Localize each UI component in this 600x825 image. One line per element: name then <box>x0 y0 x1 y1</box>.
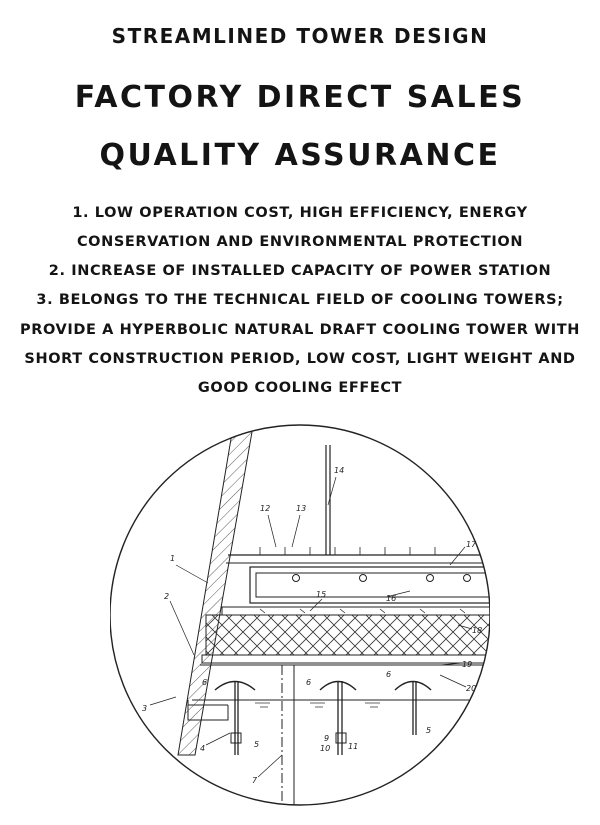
label-5: 5 <box>254 740 260 749</box>
feature-line: 2. INCREASE OF INSTALLED CAPACITY OF POWER STATION <box>48 263 552 279</box>
label-14: 14 <box>334 466 345 475</box>
feature-line: SHORT CONSTRUCTION PERIOD, LOW COST, LIGHT WEIGHT AND <box>24 351 576 367</box>
tower-shell-wall <box>178 415 255 755</box>
label-6: 6 <box>386 670 392 679</box>
label-3: 3 <box>142 704 148 713</box>
label-19: 19 <box>462 660 473 669</box>
label-6: 6 <box>202 678 208 687</box>
label-18: 18 <box>472 626 483 635</box>
label-11: 11 <box>348 742 359 751</box>
label-10: 10 <box>320 744 331 753</box>
label-7: 7 <box>252 776 258 785</box>
feature-line: GOOD COOLING EFFECT <box>197 380 403 396</box>
label-13: 13 <box>296 504 307 513</box>
cooling-tower-detail-diagram <box>110 415 490 815</box>
label-20: 20 <box>466 684 477 693</box>
label-2: 2 <box>164 592 170 601</box>
feature-line: 1. LOW OPERATION COST, HIGH EFFICIENCY, ENERGY <box>72 205 528 221</box>
label-9: 9 <box>324 734 330 743</box>
feature-line: CONSERVATION AND ENVIRONMENTAL PROTECTION <box>76 234 524 250</box>
subtitle: STREAMLINED TOWER DESIGN <box>111 24 489 48</box>
label-17: 17 <box>466 540 477 549</box>
label-1: 1 <box>170 554 176 563</box>
label-12: 12 <box>260 504 271 513</box>
headline-quality-assurance: QUALITY ASSURANCE <box>99 138 501 173</box>
label-16: 16 <box>386 594 397 603</box>
label-5: 5 <box>426 726 432 735</box>
headline-factory-direct-sales: FACTORY DIRECT SALES <box>74 80 526 115</box>
feature-line: PROVIDE A HYPERBOLIC NATURAL DRAFT COOLING TOWER WITH <box>19 322 581 338</box>
label-15: 15 <box>316 590 327 599</box>
feature-line: 3. BELONGS TO THE TECHNICAL FIELD OF COOLING TOWERS; <box>36 292 564 308</box>
label-4: 4 <box>200 744 206 753</box>
label-6: 6 <box>306 678 312 687</box>
